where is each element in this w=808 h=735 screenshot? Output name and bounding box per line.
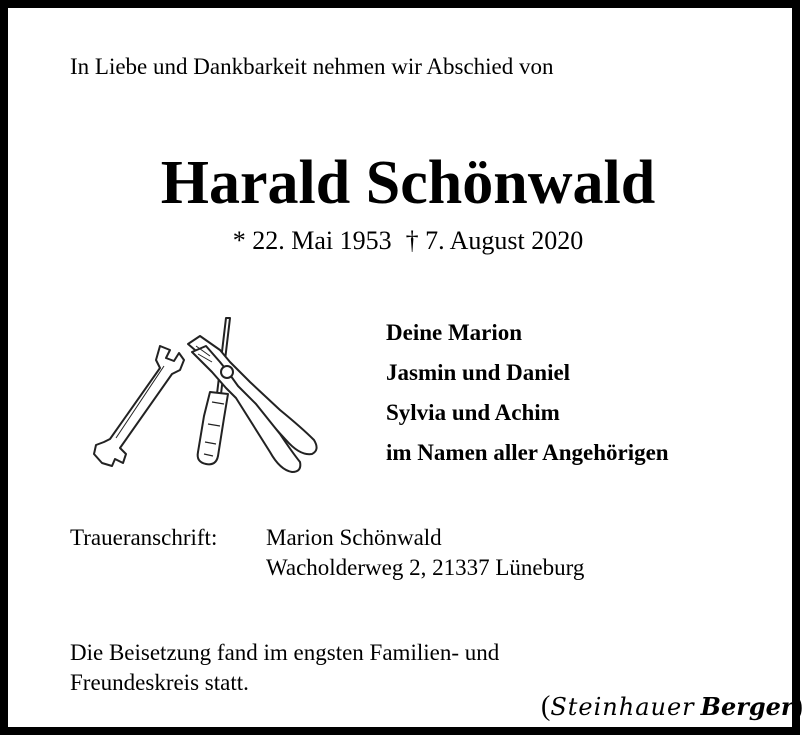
tools-illustration — [80, 306, 330, 476]
wrench-icon — [94, 346, 184, 466]
address-street: Wacholderweg 2, 21337 Lüneburg — [266, 555, 585, 580]
birth-date: * 22. Mai 1953 — [232, 226, 392, 255]
life-dates — [8, 225, 808, 257]
intro-text: In Liebe und Dankbarkeit nehmen wir Abschied von — [70, 54, 554, 79]
logo-word-2: Berger — [700, 692, 794, 721]
address-label: Traueranschrift: — [70, 525, 218, 550]
funeral-line: Die Beisetzung fand im engsten Familien- und — [70, 640, 500, 665]
funeral-line: Freundeskreis statt. — [70, 670, 249, 695]
undertaker-logo: (Steinhauer Berger) — [541, 691, 803, 722]
mourner-line: Sylvia und Achim — [386, 400, 560, 425]
death-date: † 7. August 2020 — [405, 226, 584, 255]
address-lines — [266, 523, 584, 583]
mourner-line: Jasmin und Daniel — [386, 360, 571, 385]
mourners-list — [386, 313, 669, 473]
mourner-line: im Namen aller Angehörigen — [386, 440, 669, 465]
mourner-line: Deine Marion — [386, 320, 523, 345]
funeral-note — [70, 638, 670, 698]
deceased-name: Harald Schönwald — [160, 149, 656, 217]
logo-word-1: Steinhauer — [550, 693, 695, 721]
address-name: Marion Schönwald — [266, 525, 442, 550]
